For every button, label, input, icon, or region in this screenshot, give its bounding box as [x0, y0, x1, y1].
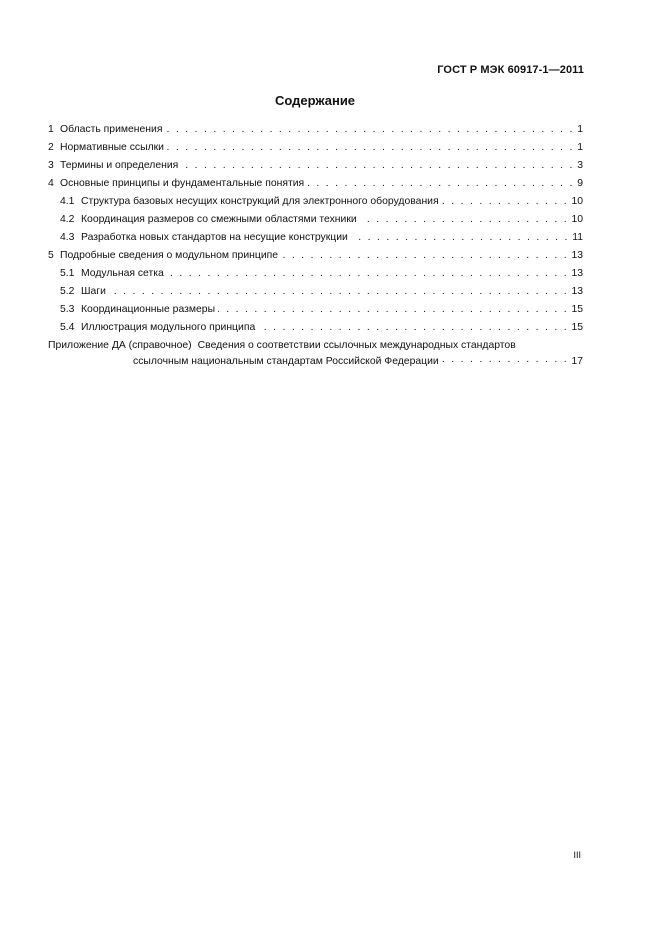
toc-entry-5-4[interactable]	[48, 319, 583, 337]
dot-leader	[109, 283, 569, 301]
annex-heading: Приложение ДА (справочное)	[48, 340, 192, 351]
toc-entry-page: 15	[571, 304, 583, 315]
toc-entry-4[interactable]	[48, 175, 583, 193]
toc-entry-label: Подробные сведения о модульном принципе	[60, 250, 279, 261]
dot-leader	[307, 175, 574, 193]
standard-code: ГОСТ Р МЭК 60917-1—2011	[437, 64, 584, 76]
toc-entry-label: Область применения	[60, 124, 163, 135]
annex-title-line-1: Сведения о соответствии ссылочных международных стандартов	[197, 340, 516, 351]
toc-entry-5[interactable]	[48, 247, 583, 265]
dot-leader	[167, 265, 569, 283]
toc-entry-page: 9	[577, 178, 583, 189]
toc-entry-label: Термины и определения	[60, 160, 179, 171]
toc-entry-4-3[interactable]	[48, 229, 583, 247]
toc-entry-4-1[interactable]	[48, 193, 583, 211]
toc-entry-label: Шаги	[81, 286, 106, 297]
dot-leader	[351, 229, 569, 247]
toc-entry-label: Координационные размеры	[81, 304, 216, 315]
dot-leader	[181, 157, 574, 175]
dot-leader	[442, 193, 569, 211]
toc-entry-label: Координация размеров со смежными областями техники	[81, 214, 357, 225]
toc-entry-5-1[interactable]	[48, 265, 583, 283]
dot-leader	[167, 139, 574, 157]
toc-entry-label: Разработка новых стандартов на несущие конструкции	[81, 232, 348, 243]
dot-leader	[165, 121, 574, 139]
toc-entry-number: 2	[48, 142, 54, 153]
toc-entry-5-2[interactable]	[48, 283, 583, 301]
toc-entry-1[interactable]	[48, 121, 583, 139]
toc-entry-5-3[interactable]	[48, 301, 583, 319]
toc-entry-number: 5.2	[60, 286, 75, 297]
toc-entry-label: Структура базовых несущих конструкций для электронного оборудования	[81, 196, 439, 207]
toc-title: Содержание	[274, 93, 356, 108]
toc-entry-number: 5.3	[60, 304, 75, 315]
toc-entry-page: 1	[577, 142, 583, 153]
table-of-contents	[48, 121, 583, 369]
toc-entry-label: Нормативные ссылки	[60, 142, 164, 153]
toc-entry-page: 11	[572, 232, 583, 243]
toc-entry-number: 4	[48, 178, 54, 189]
dot-leader	[360, 211, 569, 229]
toc-entry-number: 1	[48, 124, 54, 135]
toc-entry-page: 13	[571, 268, 583, 279]
toc-entry-label: Основные принципы и фундаментальные понятия	[60, 178, 305, 189]
toc-entry-number: 4.1	[60, 196, 75, 207]
annex-title-line-2: ссылочным национальным стандартам Российской Федерации	[133, 356, 439, 367]
toc-entry-number: 3	[48, 160, 54, 171]
toc-entry-page: 17	[571, 356, 583, 367]
dot-leader	[281, 247, 568, 265]
dot-leader	[218, 301, 568, 319]
toc-entry-page: 3	[577, 160, 583, 171]
toc-entry-label: Модульная сетка	[81, 268, 164, 279]
toc-entry-number: 4.2	[60, 214, 75, 225]
toc-entry-number: 5.1	[60, 268, 75, 279]
toc-entry-page: 10	[571, 196, 583, 207]
dot-leader	[442, 353, 569, 369]
dot-leader	[258, 319, 568, 337]
page-number: III	[573, 850, 581, 860]
toc-entry-3[interactable]	[48, 157, 583, 175]
toc-entry-number: 5	[48, 250, 54, 261]
toc-entry-label: Иллюстрация модульного принципа	[81, 322, 256, 333]
toc-entry-page: 10	[571, 214, 583, 225]
toc-entry-page: 15	[571, 322, 583, 333]
toc-entry-4-2[interactable]	[48, 211, 583, 229]
toc-entry-annex[interactable]	[48, 337, 583, 369]
toc-entry-page: 13	[571, 250, 583, 261]
toc-entry-page: 13	[571, 286, 583, 297]
toc-entry-number: 5.4	[60, 322, 75, 333]
toc-entry-number: 4.3	[60, 232, 75, 243]
toc-entry-page: 1	[577, 124, 583, 135]
toc-entry-2[interactable]	[48, 139, 583, 157]
